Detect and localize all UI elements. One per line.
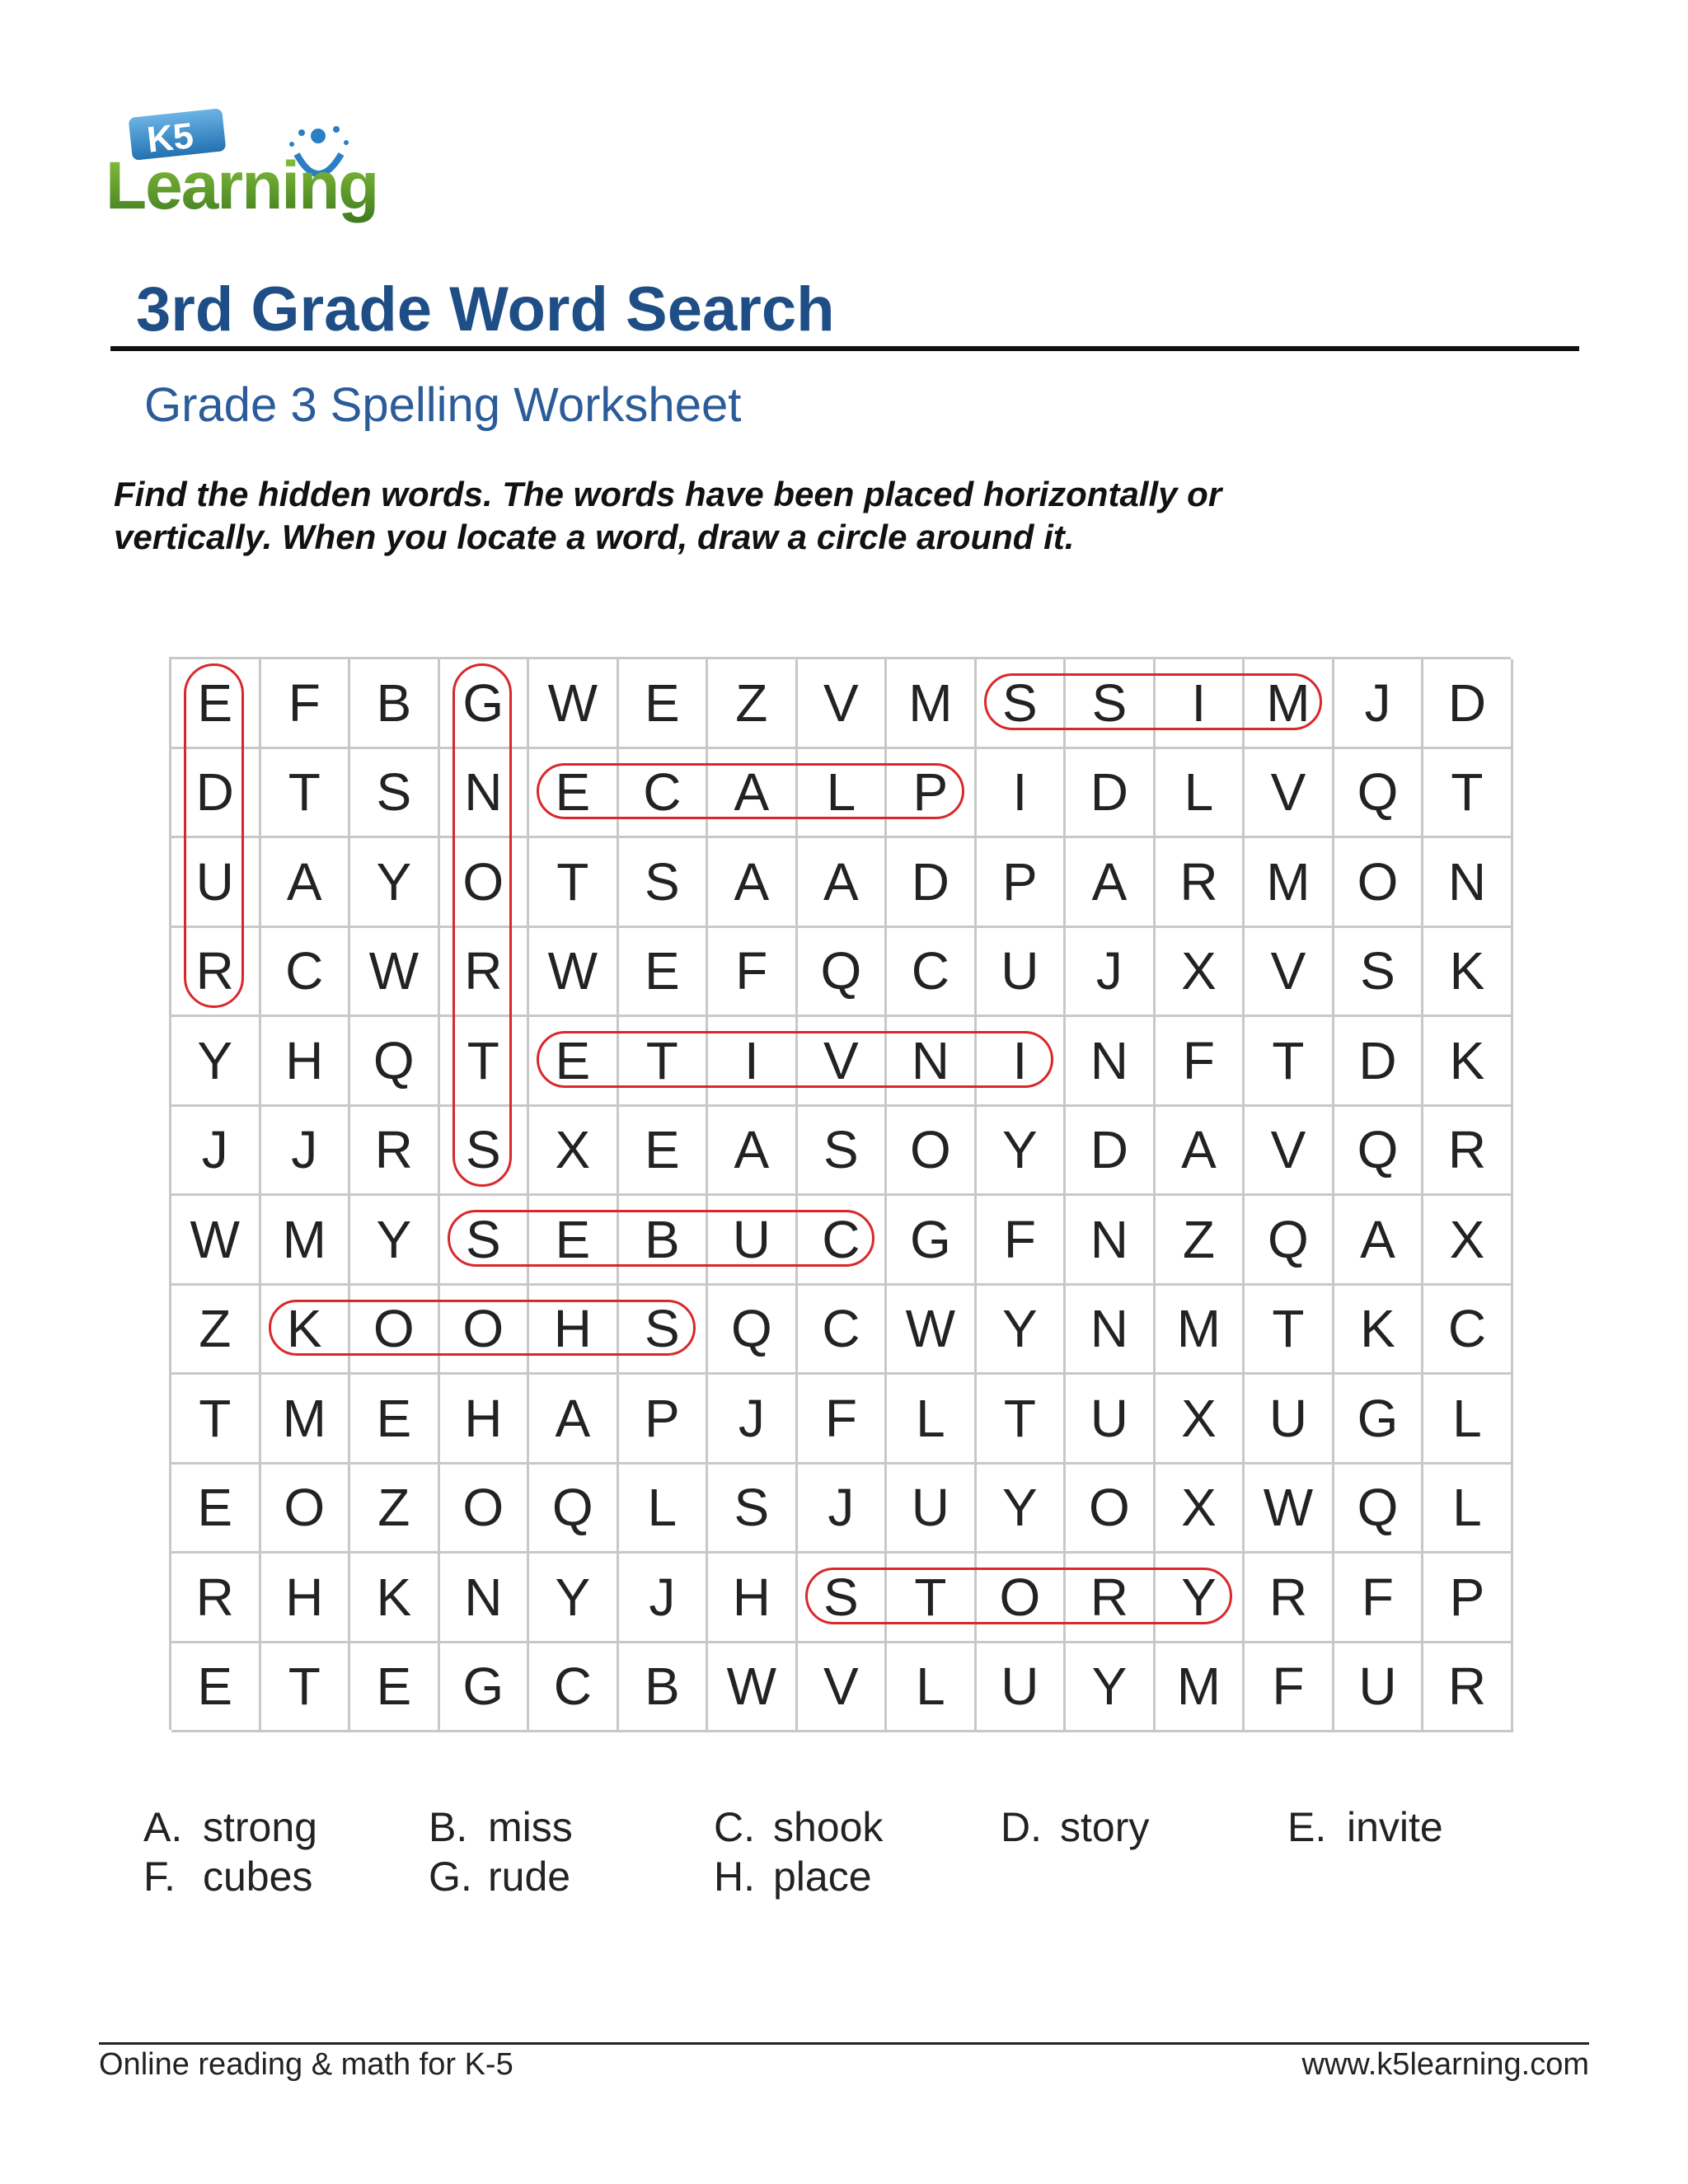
grid-cell: A (1156, 1107, 1245, 1197)
grid-cell: O (350, 1286, 440, 1376)
grid-cell: K (261, 1286, 351, 1376)
grid-cell: S (440, 1107, 530, 1197)
footer-website: www.k5learning.com (1301, 2047, 1589, 2082)
grid-cell: X (529, 1107, 619, 1197)
grid-cell: P (887, 749, 977, 839)
footer-divider (99, 2042, 1589, 2045)
grid-cell: G (440, 1643, 530, 1733)
grid-cell: K (1423, 1017, 1513, 1107)
grid-cell: Y (977, 1465, 1067, 1554)
grid-cell: S (708, 1465, 798, 1554)
grid-cell: W (1245, 1465, 1334, 1554)
grid-cell: D (1423, 659, 1513, 749)
grid-cell: W (887, 1286, 977, 1376)
grid-cell: U (1245, 1375, 1334, 1465)
grid-cell: N (1423, 838, 1513, 928)
grid-cell: B (619, 1643, 709, 1733)
grid-cell: T (529, 838, 619, 928)
instructions (114, 473, 1515, 559)
grid-cell: F (977, 1196, 1067, 1286)
grid-cell: M (887, 659, 977, 749)
grid-cell: Y (529, 1554, 619, 1643)
grid-cell: V (798, 659, 888, 749)
grid-cell: F (1156, 1017, 1245, 1107)
logo-wordmark: Learning (106, 148, 378, 223)
grid-cell: Q (708, 1286, 798, 1376)
grid-cell: P (619, 1375, 709, 1465)
grid-cell: U (977, 1643, 1067, 1733)
grid-cell: L (1156, 749, 1245, 839)
grid-cell: E (529, 1017, 619, 1107)
word-search-grid (169, 657, 1511, 1730)
grid-cell: Q (1245, 1196, 1334, 1286)
grid-cell: J (171, 1107, 261, 1197)
grid-cell: W (529, 928, 619, 1018)
word-label: A. (143, 1804, 183, 1850)
grid-cell: I (708, 1017, 798, 1107)
word-text: rude (488, 1854, 571, 1900)
grid-cell: T (1423, 749, 1513, 839)
word-text: shook (773, 1804, 884, 1850)
grid-cell: A (708, 1107, 798, 1197)
grid-cell: G (1334, 1375, 1424, 1465)
grid-cell: P (1423, 1554, 1513, 1643)
grid-cell: U (708, 1196, 798, 1286)
grid-cell: N (1066, 1017, 1156, 1107)
grid-cell: R (1423, 1643, 1513, 1733)
word-label: H. (714, 1854, 755, 1900)
word-text: invite (1347, 1804, 1443, 1850)
grid-cell: E (171, 659, 261, 749)
grid-cell: A (1334, 1196, 1424, 1286)
grid-cell: L (887, 1643, 977, 1733)
grid-cell: J (1334, 659, 1424, 749)
grid-cell: O (440, 1465, 530, 1554)
grid-cell: O (440, 1286, 530, 1376)
grid-cell: D (1334, 1017, 1424, 1107)
grid-cell: S (619, 1286, 709, 1376)
grid-cell: W (171, 1196, 261, 1286)
grid-cell: A (798, 838, 888, 928)
word-list-item (143, 1853, 312, 1900)
word-list (143, 1803, 1545, 1919)
logo-graphic (106, 103, 419, 235)
grid-cell: J (798, 1465, 888, 1554)
grid-cell: X (1156, 1465, 1245, 1554)
grid-cell: Q (1334, 749, 1424, 839)
grid-cell: Q (529, 1465, 619, 1554)
grid-cell: X (1423, 1196, 1513, 1286)
grid-cell: Z (350, 1465, 440, 1554)
grid-cell: E (529, 749, 619, 839)
grid-cell: Y (1156, 1554, 1245, 1643)
grid-cell: M (1156, 1643, 1245, 1733)
word-list-item (429, 1803, 573, 1851)
grid-cell: N (1066, 1196, 1156, 1286)
grid-cell: L (619, 1465, 709, 1554)
grid-cell: R (1245, 1554, 1334, 1643)
grid-cell: R (171, 928, 261, 1018)
grid-cell: H (440, 1375, 530, 1465)
word-label: C. (714, 1804, 755, 1850)
grid-cell: Y (350, 838, 440, 928)
grid-cell: S (619, 838, 709, 928)
grid-cell: W (350, 928, 440, 1018)
grid-cell: A (529, 1375, 619, 1465)
instructions-line: Find the hidden words. The words have been placed horizontally or (114, 475, 1222, 513)
grid-cell: L (798, 749, 888, 839)
grid-cell: B (350, 659, 440, 749)
grid-cell: V (798, 1017, 888, 1107)
word-text: story (1060, 1804, 1150, 1850)
word-list-item (714, 1853, 872, 1900)
grid-cell: J (1066, 928, 1156, 1018)
grid-cell: D (887, 838, 977, 928)
grid-cell: S (1334, 928, 1424, 1018)
grid-cell: H (261, 1017, 351, 1107)
grid-cell: V (1245, 928, 1334, 1018)
page-title: 3rd Grade Word Search (136, 274, 835, 344)
grid-cell: E (619, 659, 709, 749)
grid-cell: M (1245, 838, 1334, 928)
grid-cell: Z (171, 1286, 261, 1376)
grid-cell: A (708, 749, 798, 839)
grid-cell: C (887, 928, 977, 1018)
grid-cell: C (798, 1286, 888, 1376)
grid-cell: J (619, 1554, 709, 1643)
grid-cell: S (350, 749, 440, 839)
grid-cell: C (1423, 1286, 1513, 1376)
grid-cell: C (261, 928, 351, 1018)
grid-cell: M (261, 1375, 351, 1465)
grid-cell: E (619, 1107, 709, 1197)
grid-cell: C (619, 749, 709, 839)
grid-cell: R (171, 1554, 261, 1643)
grid-cell: E (171, 1643, 261, 1733)
grid-cell: T (977, 1375, 1067, 1465)
grid-cell: U (1066, 1375, 1156, 1465)
grid-cell: V (1245, 1107, 1334, 1197)
grid-cell: Y (1066, 1643, 1156, 1733)
grid-cell: S (798, 1554, 888, 1643)
grid-cell: U (171, 838, 261, 928)
grid-cell: T (619, 1017, 709, 1107)
grid-cell: W (529, 659, 619, 749)
grid-cell: T (171, 1375, 261, 1465)
grid-cell: S (798, 1107, 888, 1197)
logo-badge-text: K5 (145, 115, 196, 161)
word-label: E. (1287, 1804, 1327, 1850)
grid-cell: W (708, 1643, 798, 1733)
grid-cell: C (798, 1196, 888, 1286)
grid-cell: E (529, 1196, 619, 1286)
grid-cell: Y (171, 1017, 261, 1107)
grid-cell: F (1334, 1554, 1424, 1643)
grid-cell: T (1245, 1286, 1334, 1376)
grid-cell: H (708, 1554, 798, 1643)
grid-cell: F (798, 1375, 888, 1465)
grid-cell: Y (977, 1107, 1067, 1197)
grid-cell: H (529, 1286, 619, 1376)
grid-cell: Y (350, 1196, 440, 1286)
grid-cell: T (1245, 1017, 1334, 1107)
grid-cell: J (261, 1107, 351, 1197)
grid-cell: M (1156, 1286, 1245, 1376)
grid-cell: X (1156, 928, 1245, 1018)
grid-cell: M (1245, 659, 1334, 749)
instructions-line: vertically. When you locate a word, draw a circle around it. (114, 518, 1075, 556)
grid-cell: S (440, 1196, 530, 1286)
grid-cell: Q (1334, 1465, 1424, 1554)
word-label: G. (429, 1854, 472, 1900)
grid-cell: R (1066, 1554, 1156, 1643)
grid-cell: Y (977, 1286, 1067, 1376)
grid-cell: F (1245, 1643, 1334, 1733)
grid-cell: F (261, 659, 351, 749)
word-list-item (1287, 1803, 1443, 1851)
grid-cell: R (440, 928, 530, 1018)
word-label: F. (143, 1854, 176, 1900)
grid-cell: P (977, 838, 1067, 928)
grid-cell: O (887, 1107, 977, 1197)
grid-cell: Q (350, 1017, 440, 1107)
grid-cell: J (708, 1375, 798, 1465)
grid-cell: Z (1156, 1196, 1245, 1286)
grid-cell: K (1334, 1286, 1424, 1376)
grid-cell: Z (708, 659, 798, 749)
grid-cell: A (261, 838, 351, 928)
k5-learning-logo (106, 103, 419, 235)
grid-cell: V (1245, 749, 1334, 839)
grid-cell: X (1156, 1375, 1245, 1465)
word-list-item (714, 1803, 883, 1851)
word-list-item (1001, 1803, 1149, 1851)
grid-cell: V (798, 1643, 888, 1733)
grid-cell: T (887, 1554, 977, 1643)
grid-cell: O (440, 838, 530, 928)
word-label: D. (1001, 1804, 1042, 1850)
grid-cell: O (1334, 838, 1424, 928)
grid-cell: U (887, 1465, 977, 1554)
grid-cell: I (977, 749, 1067, 839)
grid-cell: S (977, 659, 1067, 749)
page-subtitle: Grade 3 Spelling Worksheet (144, 378, 742, 432)
word-text: cubes (203, 1854, 313, 1900)
grid-cell: K (1423, 928, 1513, 1018)
grid-cell: E (350, 1643, 440, 1733)
grid-cell: U (977, 928, 1067, 1018)
grid-cell: T (261, 749, 351, 839)
word-list-item (143, 1803, 317, 1851)
grid-cell: O (1066, 1465, 1156, 1554)
word-label: B. (429, 1804, 468, 1850)
grid-cell: E (350, 1375, 440, 1465)
grid-cell: B (619, 1196, 709, 1286)
grid-cell: N (887, 1017, 977, 1107)
grid-cell: O (261, 1465, 351, 1554)
grid-cell: A (1066, 838, 1156, 928)
grid-cell: S (1066, 659, 1156, 749)
grid-cell: I (1156, 659, 1245, 749)
grid-cell: N (1066, 1286, 1156, 1376)
footer-tagline: Online reading & math for K-5 (99, 2047, 513, 2082)
grid-cell: R (350, 1107, 440, 1197)
grid-cell: O (977, 1554, 1067, 1643)
grid-cell: E (171, 1465, 261, 1554)
grid-cell: U (1334, 1643, 1424, 1733)
grid-cell: K (350, 1554, 440, 1643)
grid-cell: N (440, 1554, 530, 1643)
grid-cell: Q (1334, 1107, 1424, 1197)
grid-cell: M (261, 1196, 351, 1286)
grid-cell: A (708, 838, 798, 928)
grid-cell: F (708, 928, 798, 1018)
word-text: miss (488, 1804, 573, 1850)
grid-cell: R (1156, 838, 1245, 928)
grid-cell: G (887, 1196, 977, 1286)
grid-cell: L (887, 1375, 977, 1465)
grid-cell: C (529, 1643, 619, 1733)
grid-cell: G (440, 659, 530, 749)
word-text: strong (203, 1804, 317, 1850)
grid-cell: H (261, 1554, 351, 1643)
word-text: place (773, 1854, 872, 1900)
grid-cell: D (1066, 749, 1156, 839)
grid-cell: E (619, 928, 709, 1018)
grid-cell: L (1423, 1375, 1513, 1465)
word-list-item (429, 1853, 570, 1900)
grid-cell: N (440, 749, 530, 839)
title-divider (110, 346, 1579, 351)
grid-cell: Q (798, 928, 888, 1018)
grid-cell: T (261, 1643, 351, 1733)
grid-cell: T (440, 1017, 530, 1107)
grid-cell: D (1066, 1107, 1156, 1197)
grid-cell: I (977, 1017, 1067, 1107)
grid-cell: L (1423, 1465, 1513, 1554)
grid-cell: D (171, 749, 261, 839)
grid-cell: R (1423, 1107, 1513, 1197)
